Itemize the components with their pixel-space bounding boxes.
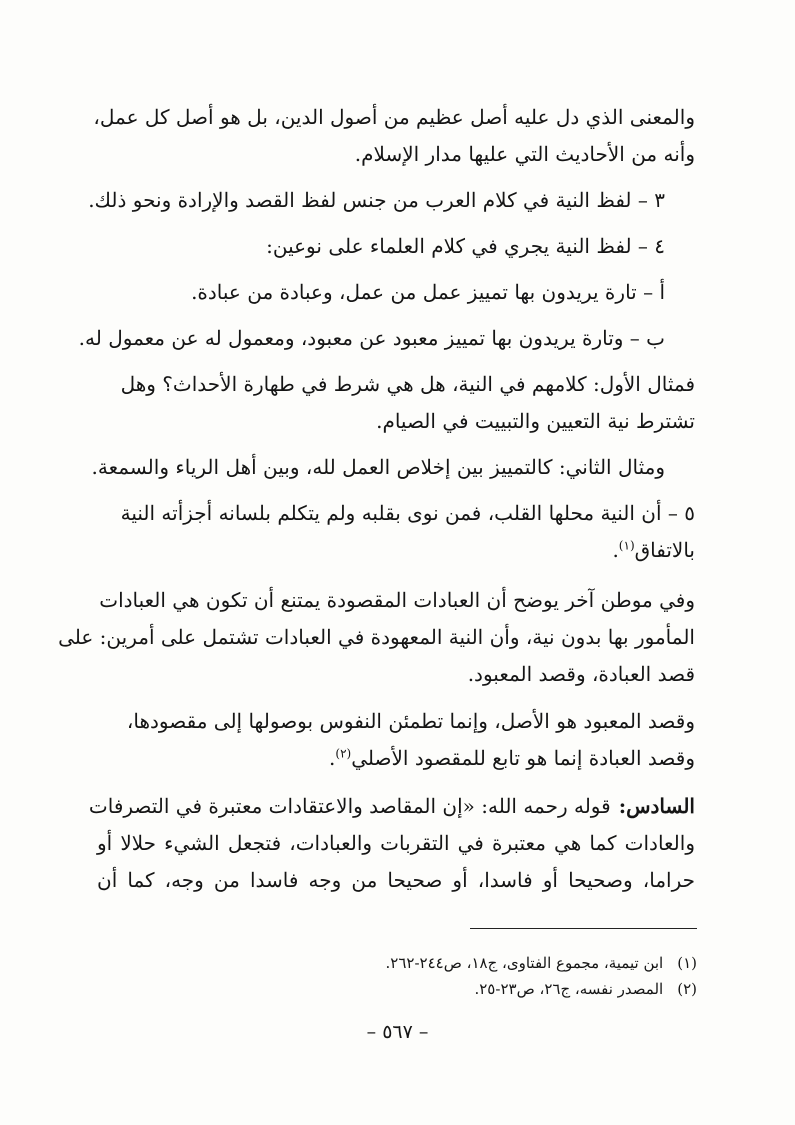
footnote-text: ابن تيمية، مجموع الفتاوى، ج١٨، ص٢٤٤-٢٦٢.	[385, 954, 664, 972]
text-run: .	[329, 746, 336, 770]
footnote-number: (٢)	[677, 980, 697, 998]
footnote-ref: (١)	[618, 538, 635, 553]
text-line: فمثال الأول: كلامهم في النية، هل هي شرط في طهارة الأحداث؟ وهل	[120, 372, 695, 396]
text-line: ٤ – لفظ النية يجري في كلام العلماء على نوعين:	[266, 234, 665, 258]
text-line: تشترط نية التعيين والتبييت في الصيام.	[376, 409, 695, 433]
text-line: والعادات كما هي معتبرة في التقربات والعبادات، فتجعل الشيء حلالا أو	[97, 831, 695, 855]
text-line: ب – وتارة يريدون بها تمييز معبود عن معبود، ومعمول له عن معمول له.	[78, 326, 665, 350]
page-number: – ٥٦٧ –	[366, 1021, 429, 1043]
text-line: أ – تارة يريدون بها تمييز عمل من عمل، وعبادة من عبادة.	[191, 280, 665, 304]
text-line: والمعنى الذي دل عليه أصل عظيم من أصول الدين، بل هو أصل كل عمل،	[93, 105, 695, 129]
text-run: .	[612, 538, 619, 562]
text-line: وأنه من الأحاديث التي عليها مدار الإسلام.	[354, 142, 695, 166]
text-line	[612, 535, 695, 565]
text-line	[88, 791, 695, 821]
text-line: وفي موطن آخر يوضح أن العبادات المقصودة يمتنع أن تكون هي العبادات	[99, 588, 695, 612]
text-line: ومثال الثاني: كالتمييز بين إخلاص العمل لله، وبين أهل الرياء والسمعة.	[91, 455, 665, 479]
text-line: وقصد المعبود هو الأصل، وإنما تطمئن النفوس بوصولها إلى مقصودها،	[126, 709, 695, 733]
text-line: ٣ – لفظ النية في كلام العرب من جنس لفظ القصد والإرادة ونحو ذلك.	[88, 188, 665, 212]
text-line: حراما، وصحيحا أو فاسدا، أو صحيحا من وجه فاسدا من وجه، كما أن	[97, 868, 695, 892]
footnote-ref: (٢)	[335, 746, 352, 761]
footnote-text: المصدر نفسه، ج٢٦، ص٢٣-٢٥.	[474, 980, 664, 998]
footnote	[386, 952, 698, 974]
footnote	[474, 978, 697, 1000]
text-line: قصد العبادة، وقصد المعبود.	[467, 662, 695, 686]
text-run: قوله رحمه الله: «إن المقاصد والاعتقادات معتبرة في التصرفات	[88, 794, 611, 818]
footnote-separator	[470, 928, 697, 929]
text-run: بالاتفاق	[634, 538, 695, 562]
text-line: ٥ – أن النية محلها القلب، فمن نوى بقلبه ولم يتكلم بلسانه أجزأته النية	[120, 501, 695, 525]
footnote-number: (١)	[677, 954, 697, 972]
text-run: وقصد العبادة إنما هو تابع للمقصود الأصلي	[351, 746, 695, 770]
section-heading: السادس:	[618, 794, 695, 818]
text-line: المأمور بها بدون نية، وأن النية المعهودة في العبادات تشتمل على أمرين: على	[58, 625, 695, 649]
text-line	[329, 743, 695, 773]
